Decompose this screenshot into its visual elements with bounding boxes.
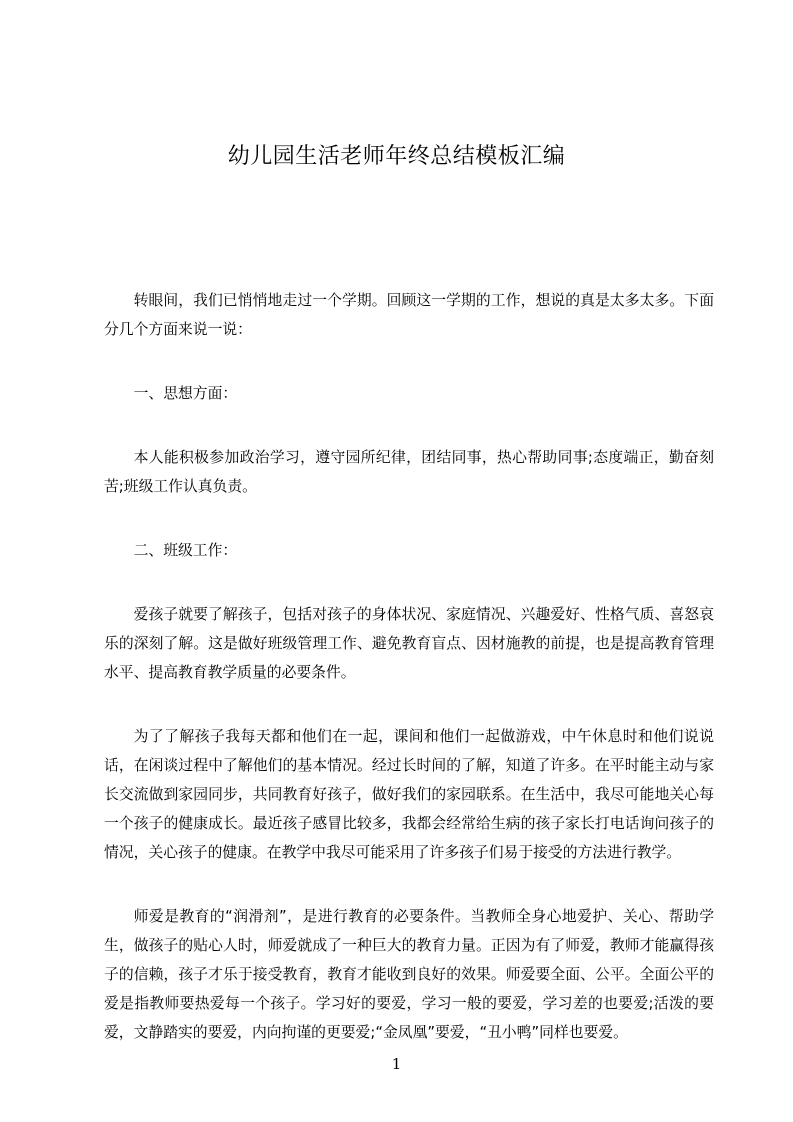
- class-work-paragraph-1: 爱孩子就要了解孩子，包括对孩子的身体状况、家庭情况、兴趣爱好、性格气质、喜怒哀乐的深刻了解。这是做好班级管理工作、避免教育盲点、因材施教的前提，也是提高教育管理水平、提高教育教学质量的必要条件。: [104, 606, 714, 681]
- document-body: [104, 286, 714, 1082]
- section-heading-thought: 一、思想方面：: [133, 385, 238, 402]
- intro-paragraph: 转眼间，我们已悄悄地走过一个学期。回顾这一学期的工作，想说的真是太多太多。下面分几个方面来说一说：: [104, 292, 714, 338]
- page-number: 1: [391, 1055, 402, 1073]
- class-work-paragraph-3: 师爱是教育的“润滑剂”，是进行教育的必要条件。当教师全身心地爱护、关心、帮助学生，做孩子的贴心人时，师爱就成了一种巨大的教育力量。正因为有了师爱，教师才能赢得孩子的信赖，孩子才乐于接受教育，教育才能收到良好的效果。师爱要全面、公平。全面公平的爱是指教师要热爱每一个孩子。学习好的要爱，学习一般的要爱，学习差的也要爱;活泼的要爱，文静踏实的要爱，内向拘谨的更要爱;“金凤凰”要爱，“丑小鸭”同样也要爱。: [104, 908, 714, 1041]
- section-heading-class-work: 二、班级工作：: [133, 542, 238, 559]
- document-title: 幼儿园生活老师年终总结模板汇编: [227, 144, 566, 169]
- thought-paragraph: 本人能积极参加政治学习，遵守园所纪律，团结同事，热心帮助同事;态度端正，勤奋刻苦;班级工作认真负责。: [104, 449, 714, 495]
- class-work-paragraph-2: 为了了解孩子我每天都和他们在一起，课间和他们一起做游戏，中午休息时和他们说说话，在闲谈过程中了解他们的基本情况。经过长时间的了解，知道了许多。在平时能主动与家长交流做到家园同步，共同教育好孩子，做好我们的家园联系。在生活中，我尽可能地关心每一个孩子的健康成长。最近孩子感冒比较多，我都会经常给生病的孩子家长打电话询问孩子的情况，关心孩子的健康。在教学中我尽可能采用了许多孩子们易于接受的方法进行教学。: [104, 728, 714, 861]
